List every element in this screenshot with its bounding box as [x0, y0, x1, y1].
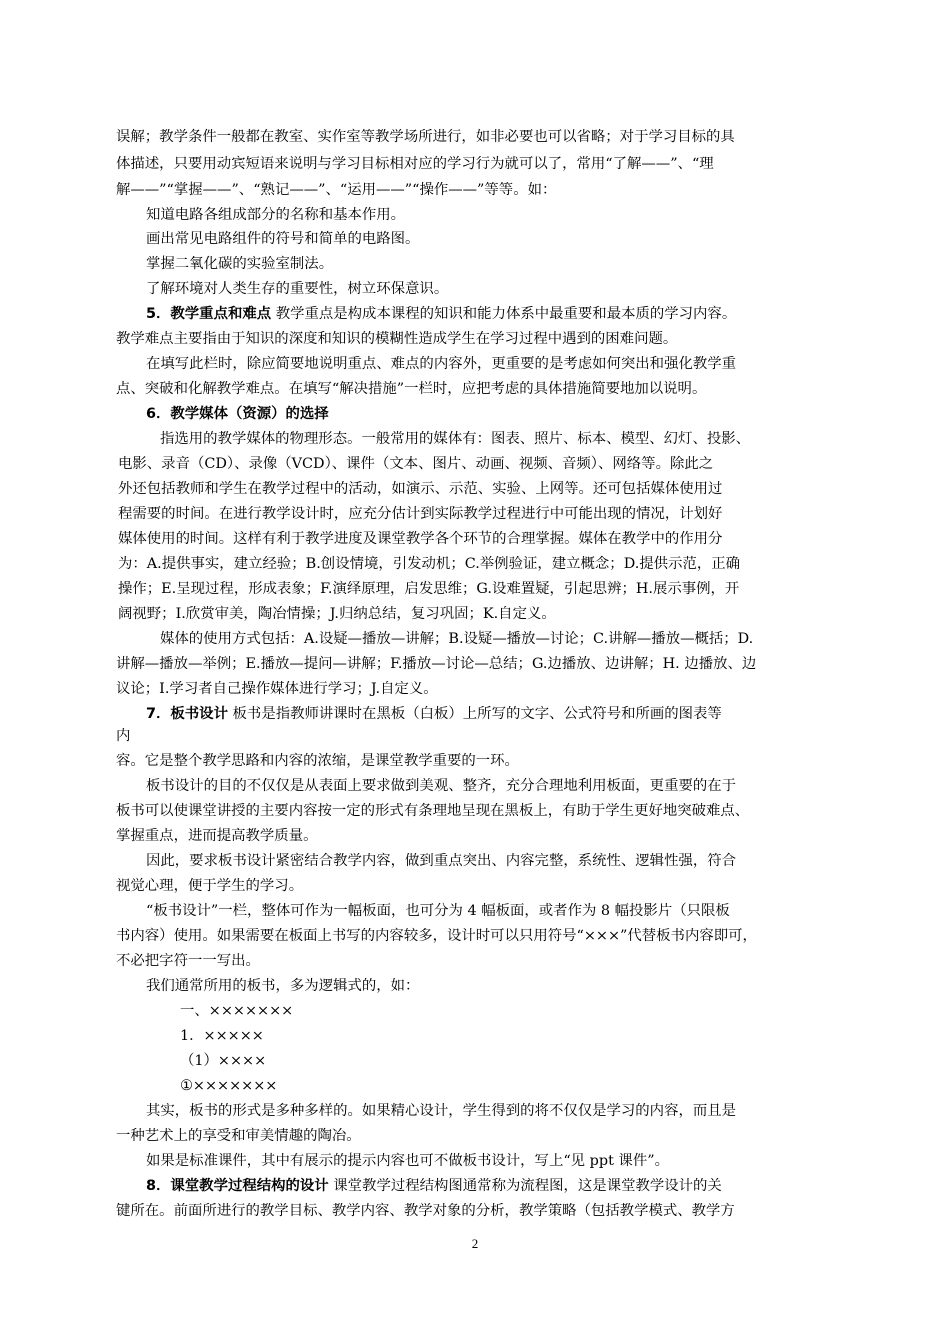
section-8-line: [146, 1177, 876, 1195]
text-line: 为：A.提供事实，建立经验；B.创设情境，引发动机；C.举例验证，建立概念；D.提供示范，正确: [118, 556, 741, 572]
text-line: 外还包括教师和学生在教学过程中的活动，如演示、示范、实验、上网等。还可包括媒体使用过: [118, 481, 723, 497]
text-line: 容。它是整个教学思路和内容的浓缩，是课堂教学重要的一环。: [116, 753, 519, 769]
example-line: 掌握二氧化碳的实验室制法。: [146, 256, 334, 272]
text-line: “板书设计”一栏，整体可作为一幅板面，也可分为 4 幅板面，或者作为 8 幅投影片（只限板: [146, 903, 730, 919]
section-7-text: 板书是指教师讲课时在黑板（白板）上所写的文字、公式符号和所画的图表等: [227, 706, 722, 722]
text-line: 其实，板书的形式是多种多样的。如果精心设计，学生得到的将不仅仅是学习的内容，而且是: [146, 1103, 737, 1119]
text-line: 操作；E.呈现过程，形成表象；F.演绎原理，启发思维；G.设难置疑，引起思辨；H.展示事例，开: [118, 581, 740, 597]
text-line: 电影、录音（CD）、录像（VCD）、课件（文本、图片、动画、视频、音频）、网络等。除此之: [118, 456, 714, 472]
section-5-text: 教学重点是构成本课程的知识和能力体系中最重要和最本质的学习内容。: [271, 306, 737, 322]
text-line: 议论；I.学习者自己操作媒体进行学习；J.自定义。: [116, 681, 438, 697]
text-line: 书内容）使用。如果需要在板面上书写的内容较多，设计时可以只用符号“×××”代替板书内容即可，: [116, 928, 757, 944]
section-5-line: [146, 305, 876, 323]
text-line: 点、突破和化解教学难点。在填写“解决措施”一栏时，应把考虑的具体措施简要地加以说明。: [116, 381, 707, 397]
text-line: 媒体使用的时间。这样有利于教学进度及课堂教学各个环节的合理掌握。媒体在教学中的作用分: [118, 531, 723, 547]
text-line: 内: [116, 728, 131, 744]
example-line: 画出常见电路组件的符号和简单的电路图。: [146, 231, 420, 247]
text-line: 不必把字符一一写出。: [116, 953, 260, 969]
text-line: 掌握重点，进而提高教学质量。: [116, 828, 318, 844]
text-line: 板书可以使课堂讲授的主要内容按一定的形式有条理地呈现在黑板上，有助于学生更好地突破难点、: [116, 803, 750, 819]
text-line: 因此，要求板书设计紧密结合教学内容，做到重点突出、内容完整，系统性、逻辑性强，符合: [146, 853, 737, 869]
text-line: 我们通常所用的板书，多为逻辑式的，如：: [146, 978, 420, 994]
section-7-line: [146, 705, 876, 723]
text-line: 一种艺术上的享受和审美情趣的陶冶。: [116, 1128, 361, 1144]
text-line: 程需要的时间。在进行教学设计时，应充分估计到实际教学过程进行中可能出现的情况，计划好: [118, 506, 723, 522]
text-line: 体描述，只要用动宾短语来说明与学习目标相对应的学习行为就可以了，常用“了解——”、“理: [116, 156, 714, 172]
board-example-line: 1．×××××: [180, 1028, 264, 1044]
text-line: 视觉心理，便于学生的学习。: [116, 878, 304, 894]
board-example-line: （1）××××: [180, 1053, 267, 1069]
section-7-heading: 7．板书设计: [146, 706, 228, 722]
text-line: 板书设计的目的不仅仅是从表面上要求做到美观、整齐，充分合理地利用板面，更重要的在于: [146, 778, 737, 794]
example-line: 知道电路各组成部分的名称和基本作用。: [146, 207, 406, 223]
text-line: 指选用的教学媒体的物理形态。一般常用的媒体有：图表、照片、标本、模型、幻灯、投影、: [160, 431, 751, 447]
section-6-heading: 6．教学媒体（资源）的选择: [146, 406, 329, 422]
text-line: 键所在。前面所进行的教学目标、教学内容、教学对象的分析，教学策略（包括教学模式、教学方: [116, 1203, 735, 1219]
text-line: 误解；教学条件一般都在教室、实作室等教学场所进行，如非必要也可以省略；对于学习目标的具: [116, 129, 735, 145]
board-example-line: ①×××××××: [180, 1078, 278, 1094]
text-line: 解——”“掌握——”、“熟记——”、“运用——”“操作——”等等。如：: [116, 182, 557, 198]
section-8-text: 课堂教学过程结构图通常称为流程图，这是课堂教学设计的关: [328, 1178, 722, 1194]
text-line: 阔视野；I.欣赏审美，陶冶情操；J.归纳总结，复习巩固；K.自定义。: [118, 606, 556, 622]
text-line: 讲解—播放—举例；E.播放—提问—讲解；F.播放—讨论—总结；G.边播放、边讲解；H. 边播放、边: [116, 656, 757, 672]
text-line: 如果是标准课件，其中有展示的提示内容也可不做板书设计，写上“见 ppt 课件”。: [146, 1153, 669, 1169]
text-line: 在填写此栏时，除应简要地说明重点、难点的内容外，更重要的是考虑如何突出和强化教学重: [146, 356, 737, 372]
text-line: 媒体的使用方式包括：A.设疑—播放—讲解；B.设疑—播放—讨论；C.讲解—播放—概括；D.: [160, 631, 754, 647]
section-6-line: [146, 405, 876, 423]
example-line: 了解环境对人类生存的重要性，树立环保意识。: [146, 281, 449, 297]
text-line: 教学难点主要指由于知识的深度和知识的模糊性造成学生在学习过程中遇到的困难问题。: [116, 331, 678, 347]
section-5-heading: 5．教学重点和难点: [146, 306, 272, 322]
page-number: 2: [471, 1236, 479, 1251]
board-example-line: 一、×××××××: [180, 1003, 294, 1019]
section-8-heading: 8．课堂教学过程结构的设计: [146, 1178, 329, 1194]
